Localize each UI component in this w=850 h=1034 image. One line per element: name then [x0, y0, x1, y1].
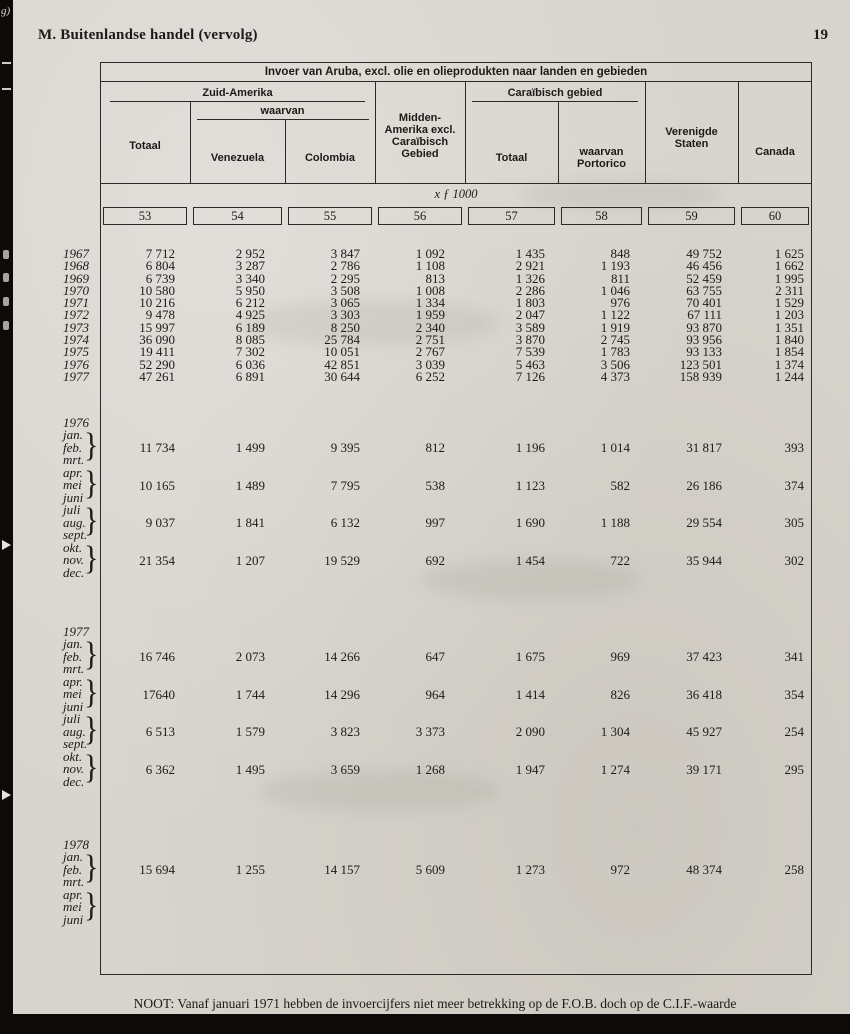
brace-glyph: }	[84, 427, 99, 465]
data-cell: 70 401	[686, 295, 722, 311]
year-label: 1977	[63, 368, 89, 384]
data-cell: 48 374	[686, 862, 722, 878]
data-cell: 1 207	[235, 552, 265, 568]
table-header	[100, 62, 812, 225]
data-cell: 3 065	[330, 295, 360, 311]
data-cell: 93 956	[686, 332, 722, 348]
data-cell: 6 804	[145, 258, 175, 274]
data-cell: 1 499	[235, 440, 265, 456]
data-cell: 35 944	[686, 552, 722, 568]
data-cell: 93 133	[686, 344, 722, 360]
table-title: Invoer van Aruba, excl. olie en olieprodukten naar landen en gebieden	[100, 62, 812, 82]
data-cell: 1 304	[600, 724, 630, 740]
month-label: juni	[63, 911, 84, 927]
edge-mark	[3, 273, 9, 282]
data-cell: 1 662	[774, 258, 804, 274]
column-header-totaal-car: Totaal	[495, 152, 528, 164]
month-group-label	[38, 429, 100, 467]
month-label: nov.	[63, 761, 85, 777]
data-cell: 2 767	[415, 344, 445, 360]
data-cell: 93 870	[686, 319, 722, 335]
month-group-row	[38, 504, 812, 542]
month-label: feb.	[63, 439, 83, 455]
data-cell: 1 334	[415, 295, 445, 311]
data-cell: 7 539	[515, 344, 545, 360]
data-cell: 1 841	[235, 515, 265, 531]
section-year-label: 1978	[63, 837, 89, 853]
brace-glyph: }	[84, 673, 99, 711]
month-label: juni	[63, 698, 84, 714]
edge-corner-label: g)	[1, 5, 11, 17]
data-cell: 1 008	[415, 282, 445, 298]
data-cell: 3 039	[415, 356, 445, 372]
header-line: Staten	[674, 138, 709, 150]
header-line: Portorico	[577, 158, 626, 170]
column-number: 55	[288, 207, 372, 225]
data-cell: 811	[610, 270, 630, 286]
header-line: Midden-	[398, 112, 442, 124]
data-cell: 10 580	[139, 282, 175, 298]
data-cell: 295	[784, 761, 804, 777]
brace-glyph: }	[84, 464, 99, 502]
data-cell: 3 847	[330, 246, 360, 261]
data-cell: 19 529	[324, 552, 360, 568]
month-label: dec.	[63, 773, 85, 789]
data-cell: 14 296	[324, 686, 360, 702]
arrow-right-icon	[2, 540, 11, 550]
data-cell: 997	[425, 515, 445, 531]
column-header-totaal-za: Totaal	[129, 140, 161, 152]
column-divider	[465, 82, 466, 183]
month-group-label	[38, 464, 100, 505]
scan-edge-bottom	[0, 1014, 850, 1034]
brace-glyph: }	[84, 636, 99, 674]
group-header-caraibisch: Caraïbisch gebied	[507, 87, 603, 99]
data-cell: 2 286	[515, 282, 545, 298]
year-label: 1972	[63, 307, 89, 323]
data-cell: 1 489	[235, 477, 265, 493]
data-cell: 393	[784, 440, 804, 456]
month-group-row	[38, 748, 812, 789]
data-cell: 2 786	[330, 258, 360, 274]
unit-label: x ƒ 1000	[434, 187, 478, 201]
data-cell: 1 414	[515, 686, 545, 702]
column-divider	[375, 82, 376, 183]
month-group-label	[38, 748, 100, 789]
edge-mark	[3, 250, 9, 259]
year-label: 1976	[63, 356, 89, 372]
data-cell: 26 186	[686, 477, 722, 493]
group-underline	[197, 119, 369, 120]
data-cell: 848	[610, 246, 630, 261]
column-header-canada: Canada	[755, 146, 795, 158]
data-cell: 9 478	[145, 307, 175, 323]
month-group-label	[38, 539, 100, 580]
month-group-label	[38, 504, 100, 542]
month-label: okt.	[63, 748, 83, 764]
data-cell: 354	[784, 686, 804, 702]
group-header-waarvan: waarvan	[260, 105, 305, 117]
data-cell: 1 203	[774, 307, 804, 323]
month-label: juli	[63, 502, 81, 518]
data-cell: 47 261	[139, 368, 175, 384]
month-label: feb.	[63, 648, 83, 664]
data-cell: 1 374	[774, 356, 804, 372]
brace-glyph: }	[84, 748, 99, 786]
statistics-table	[38, 62, 812, 975]
data-cell: 6 513	[145, 724, 175, 740]
month-label: jan.	[63, 427, 83, 443]
column-number: 53	[103, 207, 187, 225]
data-cell: 8 085	[235, 332, 265, 348]
data-cell: 1 244	[774, 368, 804, 384]
data-cell: 3 870	[515, 332, 545, 348]
month-label: apr.	[63, 886, 83, 902]
data-cell: 15 997	[139, 319, 175, 335]
month-label: okt.	[63, 539, 83, 555]
brace-glyph: }	[84, 539, 99, 577]
month-label: mei	[63, 899, 82, 915]
group-underline	[472, 101, 638, 102]
edge-mark	[2, 88, 11, 90]
data-cell: 1 675	[515, 649, 545, 665]
data-cell: 2 340	[415, 319, 445, 335]
year-label: 1974	[63, 332, 89, 348]
data-cell: 1 326	[515, 270, 545, 286]
data-cell: 1 854	[774, 344, 804, 360]
data-cell: 5 463	[515, 356, 545, 372]
month-label: nov.	[63, 552, 85, 568]
month-label: mrt.	[63, 452, 85, 468]
data-cell: 16 746	[139, 649, 175, 665]
data-cell: 302	[784, 552, 804, 568]
data-cell: 2 295	[330, 270, 360, 286]
month-group-label	[38, 638, 100, 676]
column-header-portorico	[558, 146, 645, 170]
data-cell: 3 340	[235, 270, 265, 286]
month-group-row	[38, 539, 812, 580]
data-cell: 1 625	[774, 246, 804, 261]
month-section	[38, 416, 812, 579]
data-cell: 969	[610, 649, 630, 665]
section-title: M. Buitenlandse handel (vervolg)	[38, 27, 258, 43]
data-cell: 1 108	[415, 258, 445, 274]
data-cell: 6 132	[330, 515, 360, 531]
data-cell: 14 157	[324, 862, 360, 878]
data-cell: 4 925	[235, 307, 265, 323]
data-cell: 3 659	[330, 761, 360, 777]
data-cell: 14 266	[324, 649, 360, 665]
data-cell: 21 354	[139, 552, 175, 568]
month-group-row	[38, 464, 812, 505]
data-cell: 1 783	[600, 344, 630, 360]
data-cell: 258	[784, 862, 804, 878]
data-cell: 1 351	[774, 319, 804, 335]
data-cell: 36 090	[139, 332, 175, 348]
month-group-row	[38, 638, 812, 676]
data-cell: 45 927	[686, 724, 722, 740]
column-number-row	[100, 207, 812, 225]
column-header-venezuela: Venezuela	[210, 152, 265, 164]
data-cell: 7 795	[330, 477, 360, 493]
data-cell: 1 188	[600, 515, 630, 531]
data-cell: 158 939	[679, 368, 722, 384]
data-cell: 67 111	[687, 307, 722, 323]
month-label: mei	[63, 477, 82, 493]
data-cell: 692	[425, 552, 445, 568]
data-cell: 1 454	[515, 552, 545, 568]
section-year-label: 1977	[63, 624, 89, 640]
data-cell: 63 755	[686, 282, 722, 298]
edge-mark	[2, 62, 11, 64]
data-cell: 1 123	[515, 477, 545, 493]
month-group-row	[38, 673, 812, 714]
data-cell: 30 644	[324, 368, 360, 384]
data-cell: 6 252	[415, 368, 445, 384]
brace-glyph: }	[84, 886, 99, 924]
data-cell: 42 851	[324, 356, 360, 372]
data-cell: 826	[610, 686, 630, 702]
column-number: 56	[378, 207, 462, 225]
month-label: aug.	[63, 723, 86, 739]
data-cell: 2 073	[235, 649, 265, 665]
year-label: 1967	[63, 246, 89, 261]
data-cell: 3 589	[515, 319, 545, 335]
data-cell: 1 268	[415, 761, 445, 777]
data-cell: 2 952	[235, 246, 265, 261]
data-cell: 7 126	[515, 368, 545, 384]
column-number: 58	[561, 207, 642, 225]
month-label: jan.	[63, 849, 83, 865]
data-cell: 6 362	[145, 761, 175, 777]
data-cell: 1 947	[515, 761, 545, 777]
year-label: 1973	[63, 319, 89, 335]
data-cell: 6 739	[145, 270, 175, 286]
brace-glyph: }	[84, 849, 99, 887]
data-cell: 1 529	[774, 295, 804, 311]
data-cell: 1 273	[515, 862, 545, 878]
edge-mark	[3, 297, 9, 306]
data-cell: 9 395	[330, 440, 360, 456]
data-cell: 36 418	[686, 686, 722, 702]
data-cell: 3 823	[330, 724, 360, 740]
data-cell: 1 193	[600, 258, 630, 274]
column-divider	[558, 101, 559, 183]
header-line: waarvan	[579, 146, 624, 158]
data-cell: 10 216	[139, 295, 175, 311]
data-cell: 15 694	[139, 862, 175, 878]
month-group-row	[38, 886, 812, 927]
data-cell: 3 508	[330, 282, 360, 298]
year-label: 1971	[63, 295, 89, 311]
month-label: sept.	[63, 527, 88, 543]
data-cell: 52 459	[686, 270, 722, 286]
year-row	[38, 368, 812, 384]
data-cell: 1 274	[600, 761, 630, 777]
month-label: mei	[63, 686, 82, 702]
page-header	[38, 27, 828, 44]
header-line: Gebied	[401, 148, 439, 160]
data-cell: 6 189	[235, 319, 265, 335]
data-cell: 1 495	[235, 761, 265, 777]
data-cell: 31 817	[686, 440, 722, 456]
data-cell: 1 435	[515, 246, 545, 261]
data-cell: 6 036	[235, 356, 265, 372]
data-cell: 19 411	[139, 344, 175, 360]
footer-note: NOOT: Vanaf januari 1971 hebben de invoercijfers niet meer betrekking op de F.O.B. doch op de C.I.F.-waarde	[133, 996, 737, 1011]
data-cell: 972	[610, 862, 630, 878]
column-divider	[738, 82, 739, 183]
data-cell: 29 554	[686, 515, 722, 531]
data-cell: 813	[425, 270, 445, 286]
data-cell: 8 250	[330, 319, 360, 335]
data-cell: 17640	[142, 686, 175, 702]
data-cell: 1 014	[600, 440, 630, 456]
month-label: mrt.	[63, 661, 85, 677]
data-cell: 1 255	[235, 862, 265, 878]
header-line: Caraïbisch	[391, 136, 449, 148]
data-cell: 10 165	[139, 477, 175, 493]
data-cell: 3 303	[330, 307, 360, 323]
data-cell: 647	[425, 649, 445, 665]
data-cell: 7 712	[145, 246, 175, 261]
data-cell: 538	[425, 477, 445, 493]
data-cell: 11 734	[139, 440, 175, 456]
data-cell: 2 921	[515, 258, 545, 274]
data-cell: 374	[784, 477, 804, 493]
data-cell: 2 751	[415, 332, 445, 348]
data-cell: 1 196	[515, 440, 545, 456]
month-label: mrt.	[63, 874, 85, 890]
data-cell: 5 609	[415, 862, 445, 878]
data-cell: 6 212	[235, 295, 265, 311]
month-label: apr.	[63, 464, 83, 480]
data-cell: 1 092	[415, 246, 445, 261]
month-group-label	[38, 851, 100, 889]
month-group-row	[38, 713, 812, 751]
data-cell: 2 745	[600, 332, 630, 348]
data-cell: 254	[784, 724, 804, 740]
data-cell: 1 995	[774, 270, 804, 286]
header-line: Amerika excl.	[384, 124, 456, 136]
month-group-label	[38, 713, 100, 751]
month-label: jan.	[63, 636, 83, 652]
month-label: apr.	[63, 673, 83, 689]
month-label: aug.	[63, 514, 86, 530]
brace-glyph: }	[84, 502, 99, 540]
brace-glyph: }	[84, 711, 99, 749]
data-cell: 46 456	[686, 258, 722, 274]
data-cell: 49 752	[686, 246, 722, 261]
data-cell: 1 046	[600, 282, 630, 298]
data-cell: 1 579	[235, 724, 265, 740]
data-cell: 3 506	[600, 356, 630, 372]
data-cell: 4 373	[600, 368, 630, 384]
month-group-row	[38, 851, 812, 889]
data-cell: 2 090	[515, 724, 545, 740]
month-label: feb.	[63, 861, 83, 877]
month-group-row	[38, 429, 812, 467]
data-cell: 305	[784, 515, 804, 531]
header-separator	[100, 183, 812, 184]
data-cell: 1 690	[515, 515, 545, 531]
section-year-label: 1976	[63, 415, 89, 431]
data-cell: 341	[784, 649, 804, 665]
scan-edge-left	[0, 0, 13, 1034]
data-cell: 582	[610, 477, 630, 493]
column-number: 54	[193, 207, 282, 225]
data-cell: 1 744	[235, 686, 265, 702]
arrow-right-icon	[2, 790, 11, 800]
data-cell: 123 501	[679, 356, 722, 372]
year-label: 1969	[63, 270, 89, 286]
column-header-verenigde-staten	[645, 126, 738, 150]
data-cell: 7 302	[235, 344, 265, 360]
data-cell: 1 803	[515, 295, 545, 311]
data-cell: 2 311	[775, 282, 804, 298]
data-cell: 37 423	[686, 649, 722, 665]
data-cell: 976	[610, 295, 630, 311]
data-cell: 10 051	[324, 344, 360, 360]
month-section	[38, 838, 812, 926]
data-cell: 3 373	[415, 724, 445, 740]
column-divider	[285, 119, 286, 183]
data-cell: 1 919	[600, 319, 630, 335]
month-label: dec.	[63, 564, 85, 580]
column-divider	[190, 101, 191, 183]
data-cell: 812	[425, 440, 445, 456]
data-cell: 2 047	[515, 307, 545, 323]
data-cell: 25 784	[324, 332, 360, 348]
data-cell: 3 287	[235, 258, 265, 274]
data-cell: 6 891	[235, 368, 265, 384]
month-label: juni	[63, 489, 84, 505]
data-cell: 964	[425, 686, 445, 702]
header-line: Verenigde	[665, 126, 718, 138]
month-label: juli	[63, 711, 81, 727]
data-cell: 722	[610, 552, 630, 568]
month-group-label	[38, 673, 100, 714]
year-label: 1975	[63, 344, 89, 360]
month-label: sept.	[63, 736, 88, 752]
data-cell: 39 171	[686, 761, 722, 777]
year-label: 1970	[63, 282, 89, 298]
page-number: 19	[813, 27, 828, 43]
group-header-zuid-amerika: Zuid-Amerika	[202, 87, 273, 99]
column-header-midden-amerika	[375, 112, 465, 160]
edge-mark	[3, 321, 9, 330]
group-underline	[110, 101, 365, 102]
column-number: 57	[468, 207, 555, 225]
column-divider	[645, 82, 646, 183]
data-cell: 52 290	[139, 356, 175, 372]
column-number: 59	[648, 207, 735, 225]
column-header-colombia: Colombia	[304, 152, 356, 164]
table-body	[38, 248, 812, 926]
month-group-label	[38, 886, 100, 927]
year-label: 1968	[63, 258, 89, 274]
data-cell: 9 037	[145, 515, 175, 531]
data-cell: 1 840	[774, 332, 804, 348]
data-cell: 1 122	[600, 307, 630, 323]
month-section	[38, 625, 812, 788]
data-cell: 1 959	[415, 307, 445, 323]
data-cell: 5 950	[235, 282, 265, 298]
column-number: 60	[741, 207, 809, 225]
